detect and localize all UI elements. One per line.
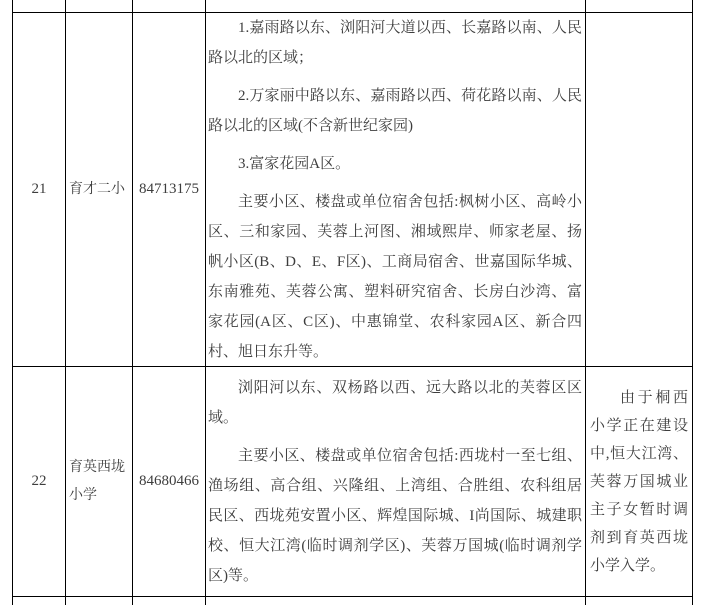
phone-number-cell: 84713175 bbox=[132, 13, 205, 367]
partial-bottom-phone-cell bbox=[132, 597, 205, 605]
partial-bottom-school-cell bbox=[65, 597, 132, 605]
district-description-cell bbox=[205, 367, 585, 597]
district-paragraph: 主要小区、楼盘或单位宿舍包括:西垅村一至七组、渔场组、高合组、兴隆组、上湾组、合胜组、农科组居民区、西垅苑安置小区、辉煌国际城、I尚国际、城建职校、恒大江湾(临时调剂学区)、芙蓉万国城(临时调剂学区)等。 bbox=[208, 447, 582, 584]
remark-paragraph: 由于桐西小学正在建设中,恒大江湾、芙蓉万国城业主子女暂时调剂到育英西垅小学入学。 bbox=[590, 389, 688, 574]
school-name-cell: 育英西垅小学 bbox=[65, 367, 132, 597]
row-number-cell: 21 bbox=[12, 13, 65, 367]
partial-bottom-district-cell bbox=[205, 597, 585, 605]
partial-top-district-cell bbox=[205, 0, 585, 13]
row-number-cell: 22 bbox=[12, 367, 65, 597]
district-description-cell bbox=[205, 13, 585, 367]
district-paragraph: 2.万家丽中路以东、嘉雨路以西、荷花路以南、人民路以北的区域(不含新世纪家园) bbox=[208, 87, 582, 134]
school-name-cell: 育才二小 bbox=[65, 13, 132, 367]
school-district-table bbox=[12, 0, 693, 605]
district-paragraph: 浏阳河以东、双杨路以西、远大路以北的芙蓉区区域。 bbox=[208, 379, 582, 426]
phone-number-cell: 84680466 bbox=[132, 367, 205, 597]
district-paragraph: 主要小区、楼盘或单位宿舍包括:枫树小区、高岭小区、三和家园、芙蓉上河图、湘域熙岸、师家老屋、扬帆小区(B、D、E、F区)、工商局宿舍、世嘉国际华城、东南雅苑、芙蓉公寓、塑料研究宿舍、长房白沙湾、富家花园(A区、C区)、中惠锦堂、农科家园A区、新合四村、旭日东升等。 bbox=[208, 193, 582, 360]
remark-cell bbox=[585, 367, 693, 597]
partial-bottom-number-cell bbox=[12, 597, 65, 605]
district-paragraph: 3.富家花园A区。 bbox=[238, 155, 351, 172]
partial-top-phone-cell bbox=[132, 0, 205, 13]
partial-bottom-remark-cell bbox=[585, 597, 693, 605]
partial-top-number-cell bbox=[12, 0, 65, 13]
partial-top-remark-cell bbox=[585, 0, 693, 13]
district-paragraph: 1.嘉雨路以东、浏阳河大道以西、长嘉路以南、人民路以北的区域； bbox=[208, 19, 582, 66]
partial-top-school-cell bbox=[65, 0, 132, 13]
remark-cell bbox=[585, 13, 693, 367]
